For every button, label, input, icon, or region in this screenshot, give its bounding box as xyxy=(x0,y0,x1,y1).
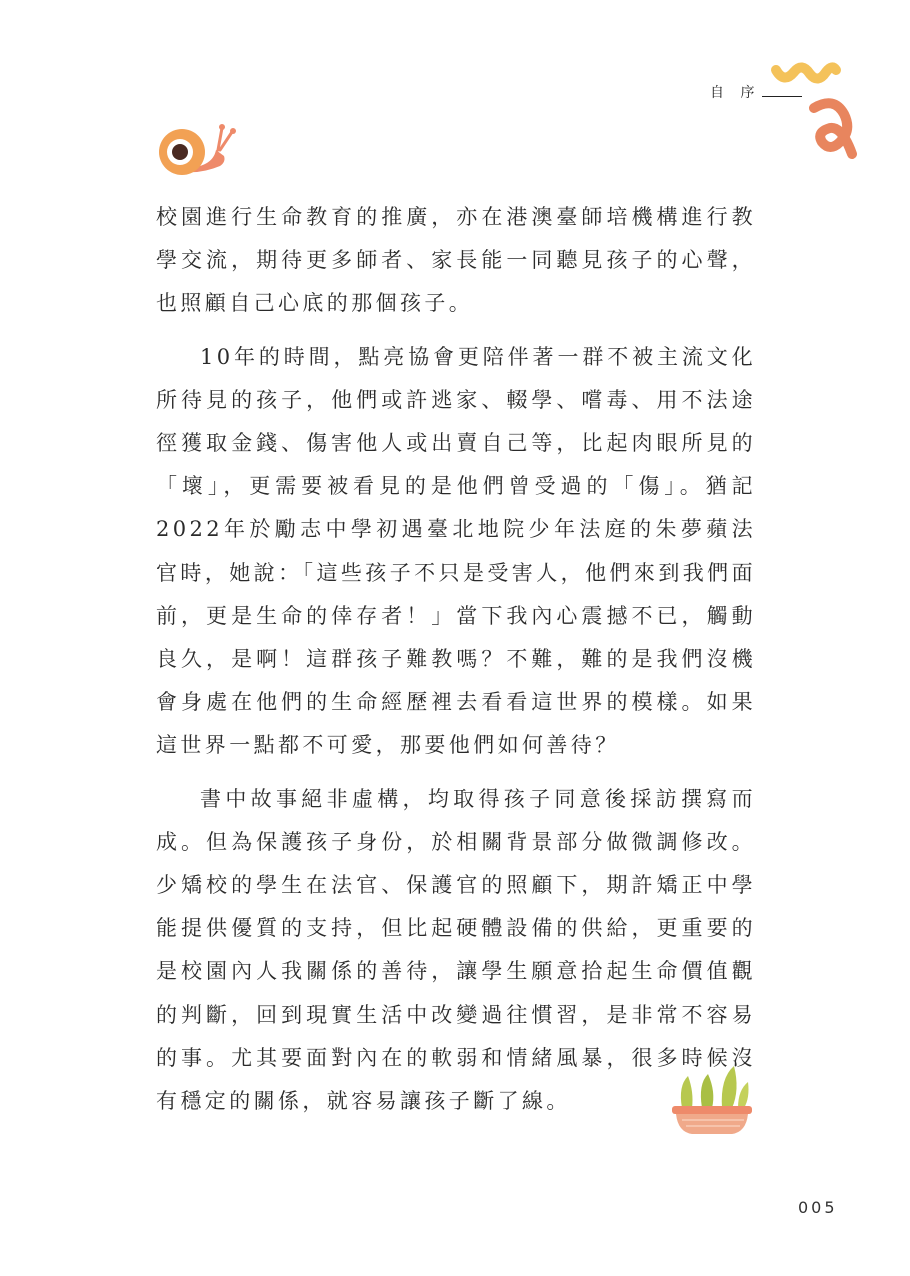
paragraph-1: 校園進行生命教育的推廣，亦在港澳臺師培機構進行教學交流，期待更多師者、家長能一同聽見孩子的心聲，也照顧自己心底的那個孩子。 xyxy=(156,205,756,316)
paragraph-2: 10年的時間，點亮協會更陪伴著一群不被主流文化所待見的孩子，他們或許逃家、輟學、嚐毒、用不法途徑獲取金錢、傷害他人或出賣自己等，比起肉眼所見的「壞」，更需要被看見的是他們曾受過的「傷」。猶記2022年於勵志中學初遇臺北地院少年法庭的朱夢蘋法官時，她說：「這些孩子不只是受害人，他們來到我們面前，更是生命的倖存者！」當下我內心震撼不已，觸動良久，是啊！這群孩子難教嗎？不難，難的是我們沒機會身處在他們的生命經歷裡去看看這世界的模樣。如果這世界一點都不可愛，那要他們如何善待？ xyxy=(156,344,756,758)
squiggle-decoration-icon xyxy=(768,56,868,166)
body-text xyxy=(156,196,756,1123)
section-title: 自 序 xyxy=(710,85,761,101)
page-number: 005 xyxy=(798,1198,838,1217)
paragraph-3: 書中故事絕非虛構，均取得孩子同意後採訪撰寫而成。但為保護孩子身份，於相關背景部分做微調修改。少矯校的學生在法官、保護官的照顧下，期許矯正中學能提供優質的支持，但比起硬體設備的供給，更重要的是校園內人我關係的善待，讓學生願意拾起生命價值觀的判斷，回到現實生活中改變過往慣習，是非常不容易的事。尤其要面對內在的軟弱和情緒風暴，很多時候沒有穩定的關係，就容易讓孩子斷了線。 xyxy=(156,786,756,1114)
potted-plant-icon xyxy=(668,1062,758,1136)
snail-icon xyxy=(156,120,240,180)
